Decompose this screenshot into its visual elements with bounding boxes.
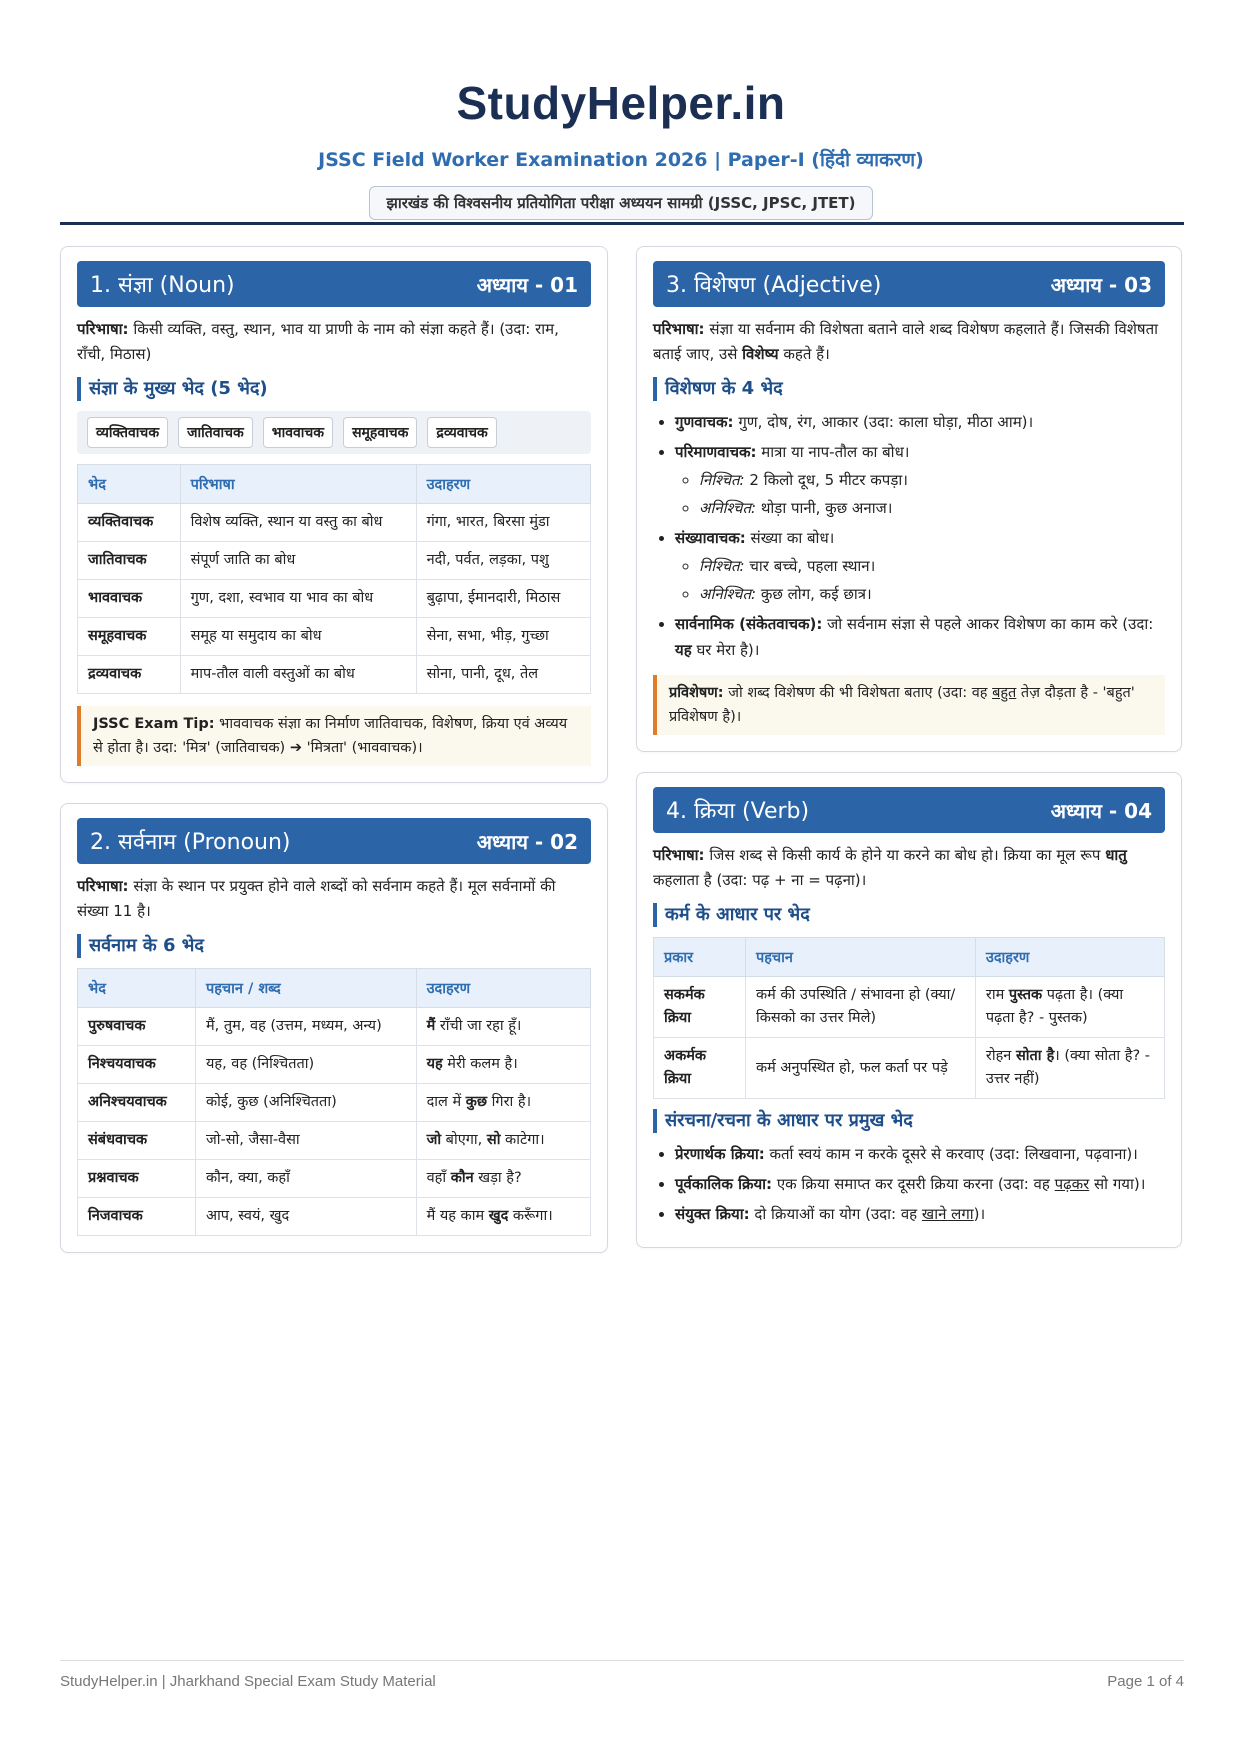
cell-definition: विशेष व्यक्ति, स्थान या वस्तु का बोध [180,504,416,542]
definition-text: किसी व्यक्ति, वस्तु, स्थान, भाव या प्राणी के नाम को संज्ञा कहते हैं। (उदा: राम, राँची, मिठास) [77,320,559,363]
chip: समूहवाचक [343,417,417,448]
item-label: परिमाणवाचक: [675,443,757,461]
table-header-row [654,938,1165,977]
list-item [675,1171,1165,1197]
adjective-definition [653,317,1165,367]
column-header: उदाहरण [416,465,590,504]
column-header: उदाहरण [416,969,590,1008]
cell-type: अनिश्चयवाचक [78,1084,196,1122]
sub-label: अनिश्चित: [699,499,757,517]
verb-subheading-object: कर्म के आधार पर भेद [653,903,1165,927]
right-column [636,246,1182,1268]
list-item [675,1141,1165,1167]
item-label: संयुक्त क्रिया: [675,1205,750,1223]
sub-text: कुछ लोग, कई छात्र। [756,585,872,603]
definition-text: संज्ञा के स्थान पर प्रयुक्त होने वाले शब्दों को सर्वनाम कहते हैं। मूल सर्वनामों की संख्या 11 है। [77,877,556,920]
sub-list-item [699,467,1165,493]
column-header: परिभाषा [180,465,416,504]
cell-identifier: कर्म अनुपस्थित हो, फल कर्ता पर पड़े [745,1038,975,1099]
cell-identifier: मैं, तुम, वह (उत्तम, मध्यम, अन्य) [195,1008,416,1046]
item-end: सो गया)। [1089,1175,1146,1193]
example-bold: सो [486,1132,501,1148]
sub-label: अनिश्चित: [699,585,757,603]
cell-example: गंगा, भारत, बिरसा मुंडा [416,504,590,542]
noun-type-chips [77,411,591,454]
table-row [78,580,591,618]
verb-subheading-structure: संरचना/रचना के आधार पर प्रमुख भेद [653,1109,1165,1133]
tagline-badge: झारखंड की विश्वसनीय प्रतियोगिता परीक्षा अध्ययन सामग्री (JSSC, JPSC, JTET) [369,186,872,220]
cell-example [416,1008,590,1046]
example-prefix: रोहन [985,1048,1016,1064]
table-row [78,618,591,656]
cell-example: नदी, पर्वत, लड़का, पशु [416,542,590,580]
list-item [675,409,1165,435]
cell-example [416,1046,590,1084]
example-prefix: वहाँ [426,1170,451,1186]
cell-identifier: कर्म की उपस्थिति / संभावना हो (क्या/किसको का उत्तर मिले) [745,977,975,1038]
noun-title: 1. संज्ञा (Noun) [90,273,235,298]
example-prefix: दाल में [426,1094,466,1110]
column-header: भेद [78,465,181,504]
item-text: दो क्रियाओं का योग (उदा: वह [749,1205,922,1223]
noun-chapter: अध्याय - 01 [476,272,578,297]
left-column [60,246,608,1273]
example-bold: खुद [488,1208,509,1224]
exam-subtitle: JSSC Field Worker Examination 2026 | Paper-I (हिंदी व्याकरण) [318,149,924,171]
cell-example [416,1198,590,1236]
sub-list [675,467,1165,521]
example-text: बोएगा, [441,1132,487,1148]
cell-type: सकर्मक क्रिया [654,977,746,1038]
tip-label: प्रविशेषण: [669,685,724,701]
definition-bold: विशेष्य [742,345,779,363]
table-row [78,504,591,542]
chip: व्यक्तिवाचक [87,417,168,448]
table-row [78,542,591,580]
item-underlined: खाने लगा [921,1205,974,1223]
verb-title: 4. क्रिया (Verb) [666,799,810,824]
sub-label: निश्चित: [699,557,745,575]
item-underlined: पढ़कर [1054,1175,1090,1193]
list-item [675,611,1165,663]
example-text: खड़ा है? [473,1170,522,1186]
cell-identifier: आप, स्वयं, खुद [195,1198,416,1236]
item-text: कर्ता स्वयं काम न करके दूसरे से करवाए (उदा: लिखवाना, पढ़वाना)। [764,1145,1138,1163]
tip-underlined: बहुत [992,685,1017,701]
cell-type: जातिवाचक [78,542,181,580]
example-text: काटेगा। [500,1132,545,1148]
definition-bold: धातु [1105,846,1127,864]
noun-table [77,464,591,694]
example-bold: मैं [426,1018,436,1034]
item-label: गुणवाचक: [675,413,734,431]
cell-type: प्रश्नवाचक [78,1160,196,1198]
column-header: भेद [78,969,196,1008]
definition-end: कहते हैं। [778,345,830,363]
table-row [78,1008,591,1046]
definition-label: परिभाषा: [653,846,705,864]
item-end: घर मेरा है)। [691,641,760,659]
verb-card [636,772,1182,1248]
sub-text: थोड़ा पानी, कुछ अनाज। [756,499,893,517]
pronoun-chapter: अध्याय - 02 [476,829,578,854]
pronoun-card [60,803,608,1253]
column-header: उदाहरण [975,938,1164,977]
item-text: मात्रा या नाप-तौल का बोध। [756,443,910,461]
table-row [78,1198,591,1236]
example-text: मेरी कलम है। [442,1056,518,1072]
list-item [675,439,1165,521]
sub-list-item [699,553,1165,579]
sub-list-item [699,495,1165,521]
definition-text: जिस शब्द से किसी कार्य के होने या करने का बोध हो। क्रिया का मूल रूप [709,846,1106,864]
noun-card [60,246,608,783]
verb-table [653,937,1165,1099]
adjective-card-header [653,261,1165,307]
list-item [675,1201,1165,1227]
cell-definition: समूह या समुदाय का बोध [180,618,416,656]
cell-example [975,977,1164,1038]
table-header-row [78,969,591,1008]
cell-identifier: जो-सो, जैसा-वैसा [195,1122,416,1160]
tip-label: JSSC Exam Tip: [93,716,215,732]
pronoun-definition [77,874,591,924]
cell-example: सेना, सभा, भीड़, गुच्छा [416,618,590,656]
noun-card-header [77,261,591,307]
cell-identifier: कोई, कुछ (अनिश्चितता) [195,1084,416,1122]
verb-chapter: अध्याय - 04 [1050,798,1152,823]
item-text: संख्या का बोध। [745,529,835,547]
table-row [654,977,1165,1038]
pronoun-table [77,968,591,1236]
example-text: करूँगा। [508,1208,553,1224]
item-text: गुण, दोष, रंग, आकार (उदा: काला घोड़ा, मीठा आम)। [733,413,1034,431]
page-footer [60,1660,1184,1690]
adjective-card [636,246,1182,752]
cell-type: संबंधवाचक [78,1122,196,1160]
exam-tip [77,706,591,766]
sub-text: 2 किलो दूध, 5 मीटर कपड़ा। [744,471,908,489]
cell-example [416,1084,590,1122]
item-bold: यह [675,641,692,659]
example-text: पढ़ता है। (क्या पढ़ता है? - पुस्तक) [985,987,1124,1026]
item-label: संख्यावाचक: [675,529,746,547]
item-label: पूर्वकालिक क्रिया: [675,1175,773,1193]
praviseshan-note [653,675,1165,735]
table-row [78,656,591,694]
cell-type: भाववाचक [78,580,181,618]
verb-card-header [653,787,1165,833]
column-header: प्रकार [654,938,746,977]
adjective-list [653,409,1165,663]
example-prefix: मैं यह काम [426,1208,489,1224]
example-bold: यह [426,1056,443,1072]
example-bold: कुछ [465,1094,488,1110]
noun-subheading: संज्ञा के मुख्य भेद (5 भेद) [77,377,591,401]
pronoun-subheading: सर्वनाम के 6 भेद [77,934,591,958]
pronoun-title: 2. सर्वनाम (Pronoun) [90,830,291,855]
definition-label: परिभाषा: [77,877,129,895]
tip-text: भाववाचक संज्ञा का निर्माण जातिवाचक, विशेषण, क्रिया एवं अव्यय से होता है। उदा: 'मित्र' (जातिवाचक) ➔ 'मित्रता' (भाववाचक)। [93,716,568,756]
tip-text: जो शब्द विशेषण की भी विशेषता बताए (उदा: वह [723,685,993,701]
column-header: पहचान [745,938,975,977]
sub-label: निश्चित: [699,471,745,489]
cell-example [416,1122,590,1160]
example-text: गिरा है। [487,1094,532,1110]
verb-definition [653,843,1165,893]
cell-example: बुढ़ापा, ईमानदारी, मिठास [416,580,590,618]
table-row [78,1046,591,1084]
table-row [78,1122,591,1160]
header-divider [60,222,1184,225]
item-label: सार्वनामिक (संकेतवाचक): [675,615,823,633]
definition-label: परिभाषा: [77,320,129,338]
adjective-title: 3. विशेषण (Adjective) [666,273,882,298]
item-label: प्रेरणार्थक क्रिया: [675,1145,765,1163]
chip: जातिवाचक [178,417,253,448]
example-bold: कौन [450,1170,474,1186]
cell-identifier: कौन, क्या, कहाँ [195,1160,416,1198]
chip: द्रव्यवाचक [427,417,496,448]
cell-example [975,1038,1164,1099]
verb-list [653,1141,1165,1227]
cell-type: द्रव्यवाचक [78,656,181,694]
item-text: एक क्रिया समाप्त कर दूसरी क्रिया करना (उदा: वह [772,1175,1055,1193]
sub-list-item [699,581,1165,607]
cell-example: सोना, पानी, दूध, तेल [416,656,590,694]
page-header [0,0,1242,220]
example-bold: जो [426,1132,442,1148]
adjective-chapter: अध्याय - 03 [1050,272,1152,297]
example-bold: पुस्तक [1008,987,1043,1003]
cell-type: निश्चयवाचक [78,1046,196,1084]
table-row [654,1038,1165,1099]
example-text: । (क्या सोता है? - उत्तर नहीं) [985,1048,1150,1087]
definition-text: संज्ञा या सर्वनाम की विशेषता बताने वाले शब्द विशेषण कहलाते हैं। जिसकी विशेषता बताई जाए, उसे [653,320,1159,363]
footer-left: StudyHelper.in | Jharkhand Special Exam Study Material [60,1673,436,1690]
cell-example [416,1160,590,1198]
chip: भाववाचक [263,417,333,448]
cell-definition: गुण, दशा, स्वभाव या भाव का बोध [180,580,416,618]
tip-end: तेज़ दौड़ता है - 'बहुत' प्रविशेषण है)। [669,685,1135,725]
sub-text: चार बच्चे, पहला स्थान। [744,557,876,575]
cell-type: व्यक्तिवाचक [78,504,181,542]
page-number: Page 1 of 4 [1107,1673,1184,1690]
cell-type: निजवाचक [78,1198,196,1236]
noun-definition [77,317,591,367]
table-row [78,1084,591,1122]
example-text: राँची जा रहा हूँ। [435,1018,522,1034]
definition-end: कहलाता है (उदा: पढ़ + ना = पढ़ना)। [653,871,867,889]
example-bold: सोता है [1015,1048,1055,1064]
column-header: पहचान / शब्द [195,969,416,1008]
item-end: )। [973,1205,986,1223]
site-title: StudyHelper.in [456,77,786,129]
example-prefix: राम [985,987,1009,1003]
cell-type: समूहवाचक [78,618,181,656]
cell-type: पुरुषवाचक [78,1008,196,1046]
item-text: जो सर्वनाम संज्ञा से पहले आकर विशेषण का काम करे (उदा: [822,615,1154,633]
cell-identifier: यह, वह (निश्चितता) [195,1046,416,1084]
cell-definition: माप-तौल वाली वस्तुओं का बोध [180,656,416,694]
table-row [78,1160,591,1198]
cell-definition: संपूर्ण जाति का बोध [180,542,416,580]
pronoun-card-header [77,818,591,864]
list-item [675,525,1165,607]
table-header-row [78,465,591,504]
cell-type: अकर्मक क्रिया [654,1038,746,1099]
sub-list [675,553,1165,607]
adjective-subheading: विशेषण के 4 भेद [653,377,1165,401]
definition-label: परिभाषा: [653,320,705,338]
